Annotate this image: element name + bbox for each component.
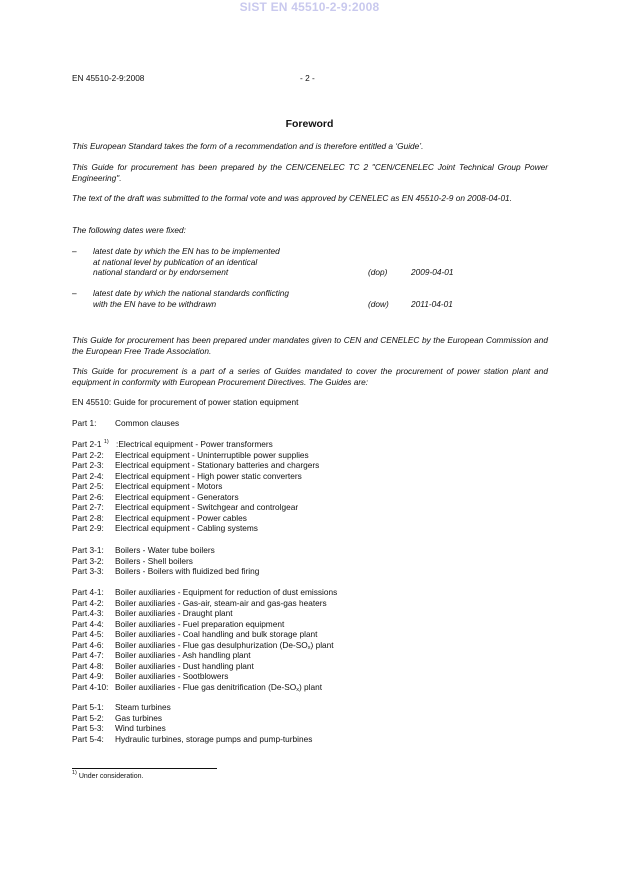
- part-number: Part 4-5:: [72, 629, 104, 639]
- part-title-text: Boiler auxiliaries - Dust handling plant: [115, 660, 254, 671]
- part-title: [115, 566, 259, 577]
- part-title-suffix: ) plant: [310, 639, 334, 650]
- part-label: [72, 587, 104, 598]
- part-number: Part 4-1:: [72, 587, 104, 597]
- date-code: (dop): [368, 267, 388, 277]
- part-title: [115, 598, 327, 609]
- footnote-text: Under consideration.: [78, 773, 144, 780]
- part-title-text: Electrical equipment - Uninterruptible power supplies: [115, 449, 309, 460]
- paragraph: This European Standard takes the form of a recommendation and is therefore entitled a ‘Guide’.: [72, 141, 424, 151]
- part-label: [72, 481, 104, 492]
- part-title-text: Gas turbines: [115, 712, 163, 723]
- part-title-text: Electrical equipment - Cabling systems: [115, 523, 258, 533]
- part-title: [115, 450, 309, 461]
- part-title-text: Boiler auxiliaries - Draught plant: [115, 608, 233, 618]
- part-title: [115, 661, 254, 672]
- part-number: Part.4-3:: [72, 608, 104, 618]
- paragraph: This Guide for procurement is a part of a series of Guides mandated to cover the procurement of power station plant and equipment in conformity with European Procurement Directives. The Guides are:: [72, 366, 548, 387]
- date-desc-line: latest date by which the EN has to be implemented: [93, 246, 280, 256]
- part-number: Part 2-3:: [72, 460, 104, 470]
- part-title-text: Electrical equipment - High power static converters: [115, 470, 302, 481]
- date-item-dow: [72, 288, 548, 310]
- part-label: [72, 471, 104, 482]
- part-number: Part 2-2:: [72, 449, 104, 460]
- part-title: [115, 481, 222, 492]
- part-number: Part 5-1:: [72, 702, 104, 712]
- part-title-text: Boiler auxiliaries - Ash handling plant: [115, 650, 251, 660]
- page-number: - 2 -: [300, 73, 315, 83]
- part-label: [72, 702, 104, 713]
- part-label: [72, 608, 104, 619]
- part-title: [115, 713, 162, 724]
- part-title: [115, 460, 319, 471]
- part-title-text: Electrical equipment - Power transformers: [118, 439, 273, 449]
- date-desc-line: with the EN have to be withdrawn: [93, 298, 217, 309]
- part-label: [72, 450, 104, 461]
- date-item-dop: [72, 246, 548, 278]
- part-title: [115, 545, 215, 556]
- date-code: (dow): [368, 298, 389, 309]
- part-title-text: Boilers - Boilers with fluidized bed firing: [115, 566, 260, 576]
- part-title-text: Electrical equipment - Power cables: [115, 512, 247, 523]
- part-number: Part 2-1: [72, 439, 104, 449]
- watermark: SIST EN 45510-2-9:2008: [239, 0, 380, 14]
- part-label: [72, 556, 104, 567]
- part-number: Part 3-3:: [72, 566, 104, 576]
- part-title-text: Electrical equipment - Stationary batteries and chargers: [115, 460, 320, 470]
- part-title-text: Electrical equipment - Generators: [115, 491, 239, 502]
- part-label: [72, 640, 104, 651]
- date-desc-line: national standard or by endorsement: [93, 267, 229, 277]
- part-number: Part 2-5:: [72, 481, 104, 491]
- footnote: [72, 770, 144, 780]
- part-title: [115, 629, 317, 640]
- part-number: Part 1:: [72, 418, 97, 428]
- part-number: Part 5-4:: [72, 733, 104, 744]
- part-label: [72, 418, 96, 429]
- footnote-ref: 1): [72, 770, 77, 776]
- date-desc-line: latest date by which the national standards conflicting: [93, 288, 290, 298]
- part-title: [115, 734, 312, 745]
- part-label: [72, 566, 104, 577]
- part-title: [115, 513, 247, 524]
- part-title: [115, 587, 337, 598]
- part-title: [115, 471, 302, 482]
- part-number: Part 2-8:: [72, 512, 104, 523]
- part-number: Part 4-4:: [72, 618, 104, 629]
- part-label: [72, 713, 104, 724]
- part-label: [72, 723, 104, 734]
- part-number: Part 2-6:: [72, 491, 104, 502]
- part-label: [72, 523, 104, 534]
- part-number: Part 5-3:: [72, 723, 104, 733]
- part-title-text: Boilers - Water tube boilers: [115, 545, 215, 555]
- part-label: [72, 671, 104, 682]
- part-title-suffix: ) plant: [298, 681, 323, 692]
- part-title: [115, 682, 322, 693]
- footnote-ref: 1): [103, 439, 109, 445]
- part-title-text: Electrical equipment - Motors: [115, 481, 223, 491]
- part-number: Part 2-9:: [72, 523, 104, 533]
- part-label: [72, 619, 104, 630]
- part-label: [72, 734, 104, 745]
- part-title: [115, 640, 334, 651]
- part-title: [115, 650, 251, 661]
- part-title-text: Boiler auxiliaries - Flue gas denitrification (De-SO: [115, 681, 297, 692]
- subscript: x: [296, 686, 299, 693]
- part-title-text: Boiler auxiliaries - Equipment for reduction of dust emissions: [115, 587, 338, 597]
- paragraph: The text of the draft was submitted to the formal vote and was approved by CENELEC as EN 45510-2-9 on 2008-04-01.: [72, 193, 512, 203]
- part-title: [115, 523, 258, 534]
- part-title-text: Boiler auxiliaries - Gas-air, steam-air and gas-gas heaters: [115, 597, 327, 608]
- part-label: [72, 650, 104, 661]
- part-title-text: Common clauses: [115, 418, 180, 428]
- part-title: [115, 671, 228, 682]
- part-label: [72, 492, 104, 503]
- part-number: Part 4-9:: [72, 671, 104, 681]
- part-number: Part 3-1:: [72, 545, 104, 555]
- series-title: EN 45510: Guide for procurement of power station equipment: [72, 397, 299, 407]
- part-title: [115, 418, 179, 429]
- part-title: [116, 439, 273, 450]
- part-label: [72, 460, 104, 471]
- part-number: Part 4-7:: [72, 650, 104, 660]
- part-label: [72, 502, 104, 513]
- part-title-text: Hydraulic turbines, storage pumps and pump-turbines: [115, 733, 313, 744]
- dash-marker: –: [72, 288, 77, 298]
- paragraph: This Guide for procurement has been prepared by the CEN/CENELEC TC 2 "CEN/CENELEC Joint Technical Group Power Engineering".: [72, 162, 548, 183]
- part-number: Part 5-2:: [72, 712, 104, 723]
- paragraph: This Guide for procurement has been prepared under mandates given to CEN and CENELEC by the European Commission and the European Free Trade Association.: [72, 335, 548, 356]
- part-title-text: Boiler auxiliaries - Sootblowers: [115, 671, 229, 681]
- subscript: x: [307, 644, 311, 651]
- part-title-text: Boiler auxiliaries - Flue gas desulphurization (De-SO: [115, 639, 308, 650]
- part-label: [72, 682, 108, 693]
- date-value: 2011-04-01: [411, 298, 453, 309]
- page-title: Foreword: [285, 118, 334, 130]
- part-title-text: Boiler auxiliaries - Fuel preparation equipment: [115, 618, 285, 629]
- part-title-text: Steam turbines: [115, 702, 171, 712]
- part-title: [115, 702, 171, 713]
- part-number: Part 3-2:: [72, 555, 104, 566]
- part-number: Part 4-10:: [72, 681, 109, 692]
- part-label: [72, 598, 104, 609]
- date-desc-line: at national level by publication of an identical: [93, 256, 258, 267]
- part-title-text: Boilers - Shell boilers: [115, 555, 193, 566]
- paragraph: The following dates were fixed:: [72, 225, 186, 235]
- part-number: Part 4-2:: [72, 597, 104, 608]
- part-number: Part 2-4:: [72, 470, 104, 481]
- part-title: [115, 492, 239, 503]
- part-label: [72, 661, 104, 672]
- part-title: [115, 556, 193, 567]
- part-title-text: Boiler auxiliaries - Coal handling and bulk storage plant: [115, 629, 318, 639]
- part-label: [72, 513, 104, 524]
- document-id: EN 45510-2-9:2008: [72, 73, 145, 83]
- part-title: [115, 619, 284, 630]
- part-title: [115, 608, 233, 619]
- footnote-separator: [72, 768, 217, 769]
- dash-marker: –: [72, 246, 77, 256]
- part-title-text: Wind turbines: [115, 723, 166, 733]
- part-title: [115, 502, 298, 513]
- part-label: [72, 545, 104, 556]
- part-title-text: Electrical equipment - Switchgear and controlgear: [115, 502, 299, 512]
- part-number: Part 4-6:: [72, 639, 104, 650]
- part-label: [72, 629, 104, 640]
- part-label: [72, 439, 109, 450]
- part-colon: :: [116, 439, 119, 449]
- part-number: Part 2-7:: [72, 502, 104, 512]
- part-title: [115, 723, 166, 734]
- date-value: 2009-04-01: [411, 267, 454, 277]
- part-number: Part 4-8:: [72, 660, 104, 671]
